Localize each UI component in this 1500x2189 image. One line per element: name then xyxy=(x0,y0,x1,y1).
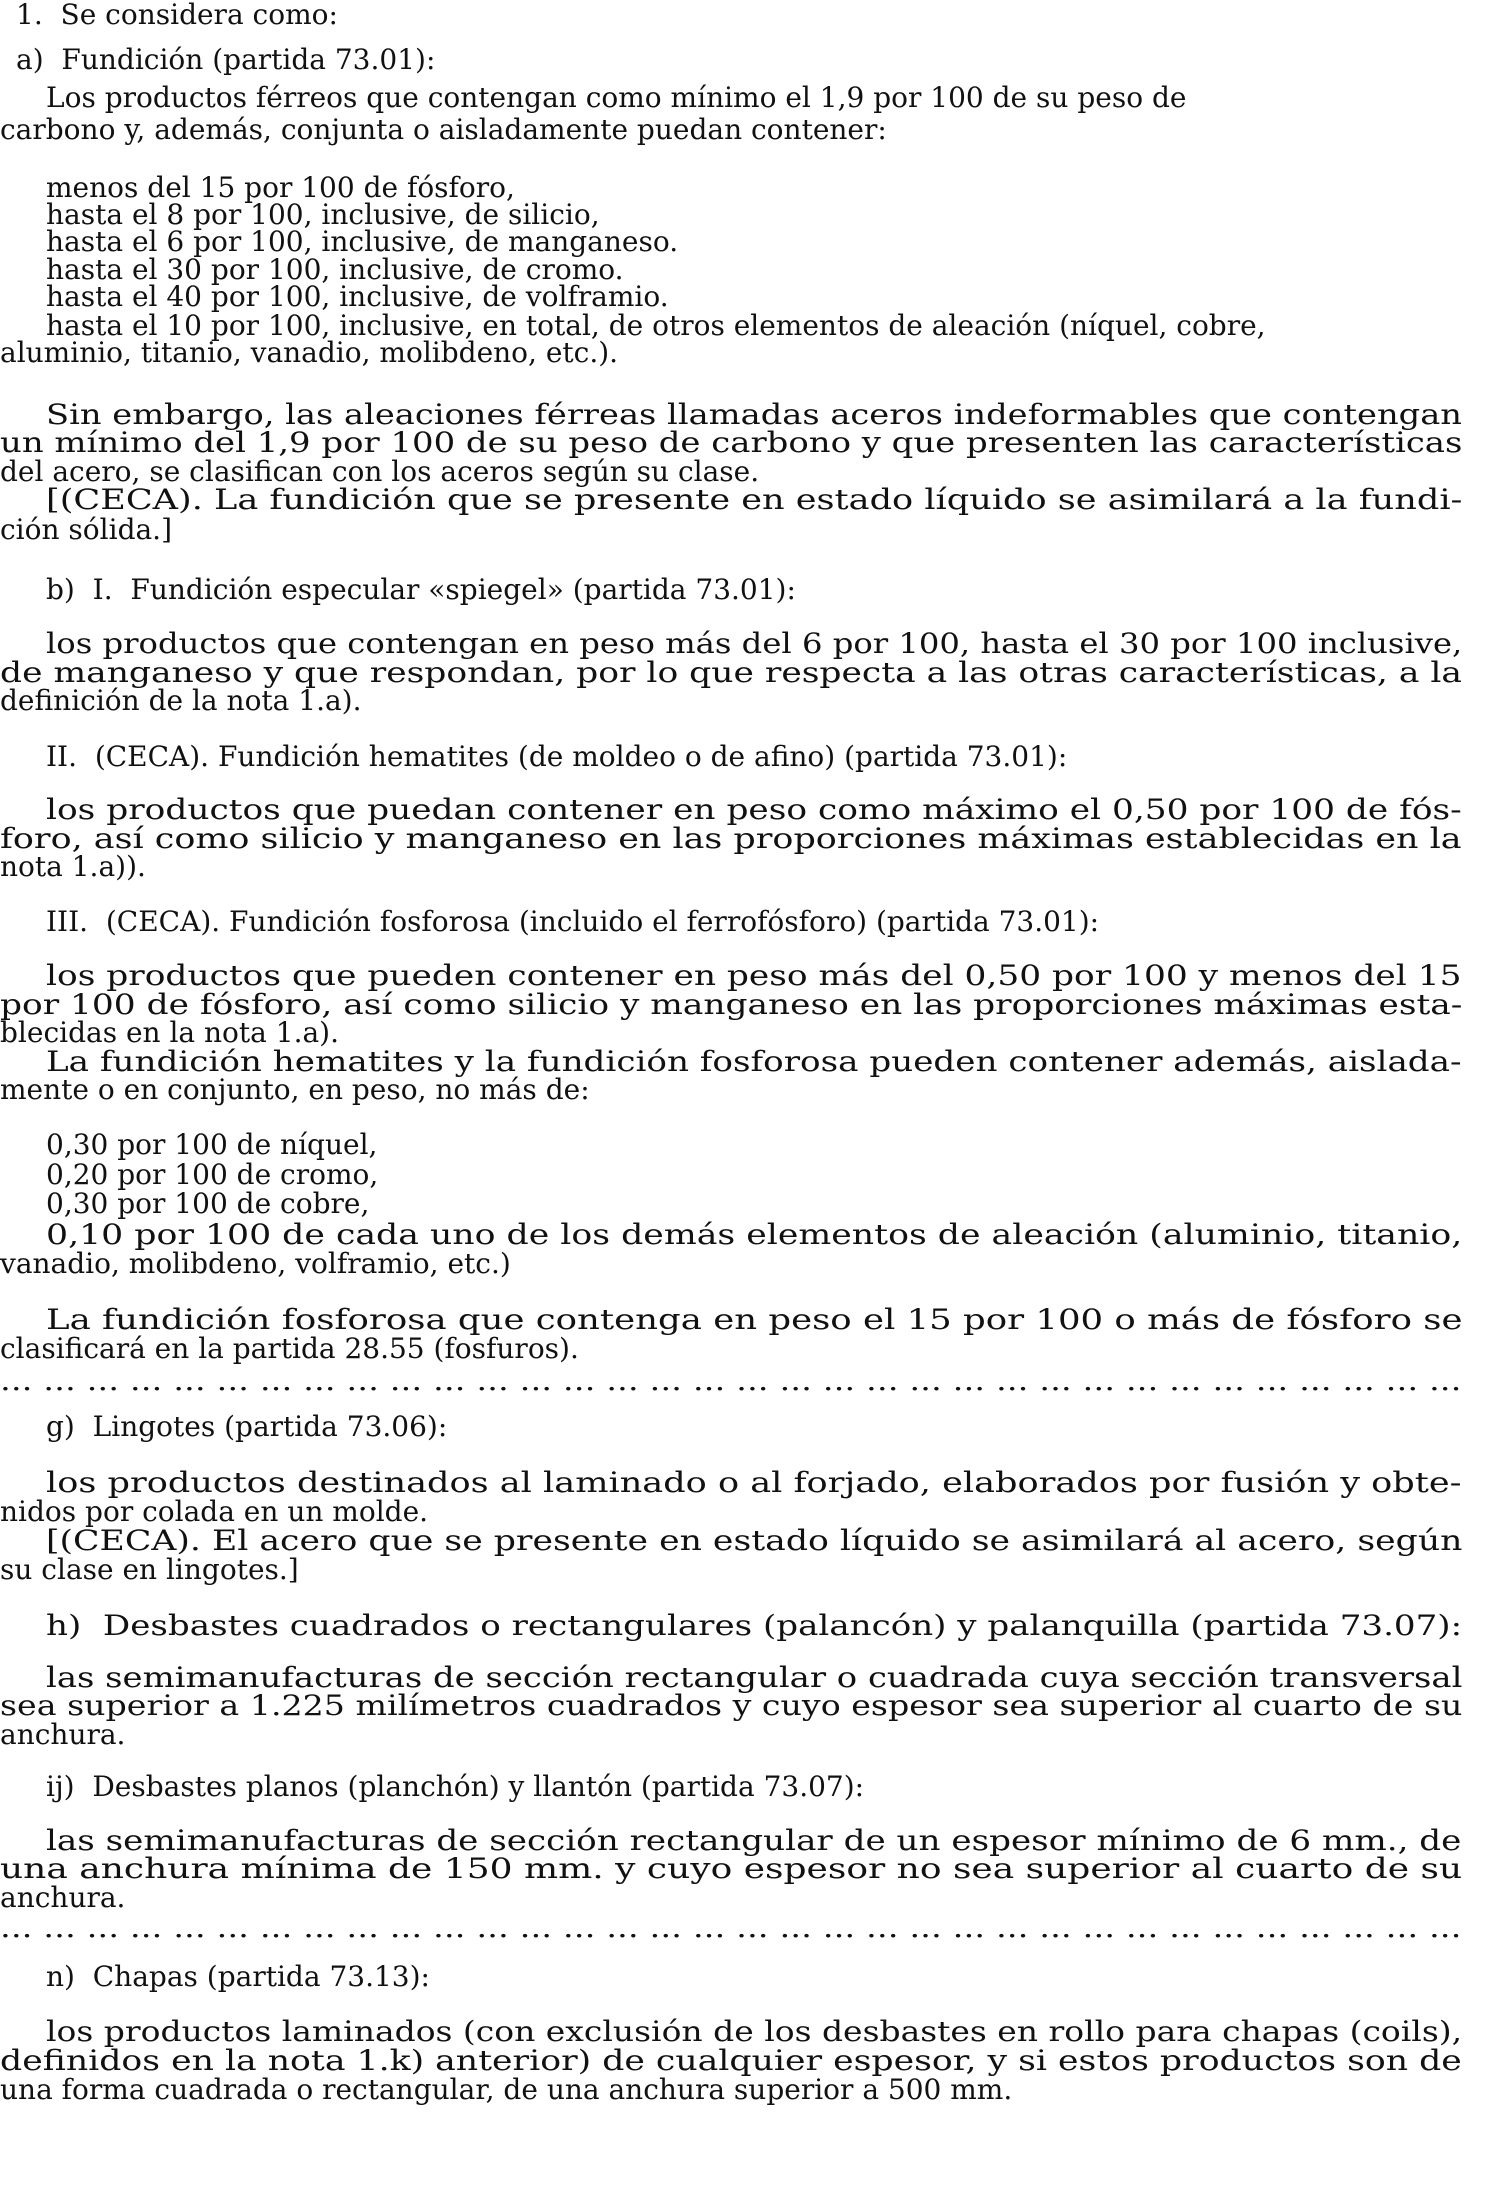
text-line: aluminio, titanio, vanadio, molibdeno, etc.). xyxy=(0,336,619,369)
text-line: sea superior a 1.225 milímetros cuadrados y cuyo espesor sea superior al cuarto de su xyxy=(0,1689,1463,1722)
list-item: 0,20 por 100 de cromo, xyxy=(46,1158,379,1191)
text-line: anchura. xyxy=(0,1881,126,1914)
section-heading: h) Desbastes cuadrados o rectangulares (palancón) y palanquilla (partida 73.07): xyxy=(46,1609,1463,1642)
text-line: ción sólida.] xyxy=(0,513,173,546)
text-line: una forma cuadrada o rectangular, de una anchura superior a 500 mm. xyxy=(0,2073,1013,2106)
text-line: La fundición fosforosa que contenga en peso el 15 por 100 o más de fósforo se xyxy=(46,1303,1463,1336)
text-line: carbono y, además, conjunta o aisladamente puedan contener: xyxy=(0,113,887,146)
section-heading: b) I. Fundición especular «spiegel» (partida 73.01): xyxy=(46,573,796,606)
text-line: nidos por colada en un molde. xyxy=(0,1495,429,1528)
list-item: 0,30 por 100 de níquel, xyxy=(46,1128,378,1161)
text-line: Los productos férreos que contengan como mínimo el 1,9 por 100 de su peso de xyxy=(46,81,1187,114)
text-line: los productos destinados al laminado o al forjado, elaborados por fusión y obte- xyxy=(46,1466,1462,1499)
section-heading: III. (CECA). Fundición fosforosa (incluido el ferrofósforo) (partida 73.01): xyxy=(46,905,1100,938)
text-line: nota 1.a)). xyxy=(0,850,146,883)
text-line: las semimanufacturas de sección rectangular o cuadrada cuya sección transversal xyxy=(46,1661,1463,1694)
text-line: una anchura mínima de 150 mm. y cuyo espesor no sea superior al cuarto de su xyxy=(0,1852,1463,1885)
text-line: los productos que puedan contener en peso como máximo el 0,50 por 100 de fós- xyxy=(46,793,1462,826)
list-item: hasta el 40 por 100, inclusive, de volframio. xyxy=(46,280,669,313)
text-line: vanadio, molibdeno, volframio, etc.) xyxy=(0,1247,511,1280)
text-line: La fundición hematites y la fundición fosforosa pueden contener además, aislada- xyxy=(46,1045,1462,1078)
text-line: foro, así como silicio y manganeso en las proporciones máximas establecidas en la xyxy=(0,822,1462,855)
section-heading: g) Lingotes (partida 73.06): xyxy=(46,1410,448,1443)
text-line: los productos que pueden contener en peso más del 0,50 por 100 y menos del 15 xyxy=(46,959,1462,992)
text-line: un mínimo del 1,9 por 100 de su peso de carbono y que presenten las características xyxy=(0,426,1463,459)
text-line: por 100 de fósforo, así como silicio y manganeso en las proporciones máximas esta- xyxy=(0,988,1463,1021)
text-line: de manganeso y que respondan, por lo que respecta a las otras características, a la xyxy=(0,656,1462,689)
list-item: menos del 15 por 100 de fósforo, xyxy=(46,171,515,204)
list-item: hasta el 8 por 100, inclusive, de silicio, xyxy=(46,198,600,231)
text-line: definición de la nota 1.a). xyxy=(0,684,362,717)
text-line: del acero, se clasifican con los aceros según su clase. xyxy=(0,455,760,488)
text-line: los productos laminados (con exclusión de los desbastes en rollo para chapas (coils), xyxy=(46,2015,1463,2048)
section-heading: II. (CECA). Fundición hematites (de moldeo o de afino) (partida 73.01): xyxy=(46,740,1068,773)
list-item: hasta el 6 por 100, inclusive, de manganeso. xyxy=(46,225,679,258)
text-line: su clase en lingotes.] xyxy=(0,1553,299,1586)
section-heading: a) Fundición (partida 73.01): xyxy=(16,43,436,76)
text-line: clasificará en la partida 28.55 (fosfuros). xyxy=(0,1332,579,1365)
text-line: las semimanufacturas de sección rectangular de un espesor mínimo de 6 mm., de xyxy=(46,1824,1462,1857)
text-line: definidos en la nota 1.k) anterior) de cualquier espesor, y si estos productos son de xyxy=(0,2044,1462,2077)
text-line: [(CECA). El acero que se presente en estado líquido se asimilará al acero, según xyxy=(46,1524,1463,1557)
text-line: anchura. xyxy=(0,1718,126,1751)
list-item: hasta el 30 por 100, inclusive, de cromo. xyxy=(46,253,624,286)
heading-line: 1. Se considera como: xyxy=(16,0,338,31)
text-line: blecidas en la nota 1.a). xyxy=(0,1016,339,1049)
list-item: 0,30 por 100 de cobre, xyxy=(46,1187,370,1220)
list-item: hasta el 10 por 100, inclusive, en total, de otros elementos de aleación (níquel, cobre, xyxy=(46,309,1266,342)
section-heading: ij) Desbastes planos (planchón) y llantón (partida 73.07): xyxy=(46,1770,865,1803)
section-heading: n) Chapas (partida 73.13): xyxy=(46,1960,430,1993)
ellipsis-separator: ... ... ... ... ... ... ... ... ... ... ... ... ... ... ... ... ... ... ... ... ... ... ... ... ... ... ... ... ... ... ... ... ... ... xyxy=(0,1364,1462,1397)
ellipsis-separator: ... ... ... ... ... ... ... ... ... ... ... ... ... ... ... ... ... ... ... ... ... ... ... ... ... ... ... ... ... ... ... ... ... ... xyxy=(0,1911,1462,1944)
list-item: 0,10 por 100 de cada uno de los demás elementos de aleación (aluminio, titanio, xyxy=(46,1218,1463,1251)
text-line: Sin embargo, las aleaciones férreas llamadas aceros indeformables que contengan xyxy=(46,398,1463,431)
text-line: mente o en conjunto, en peso, no más de: xyxy=(0,1073,590,1106)
text-line: los productos que contengan en peso más del 6 por 100, hasta el 30 por 100 inclusive, xyxy=(46,627,1463,660)
text-line: [(CECA). La fundición que se presente en estado líquido se asimilará a la fundi- xyxy=(46,483,1463,516)
